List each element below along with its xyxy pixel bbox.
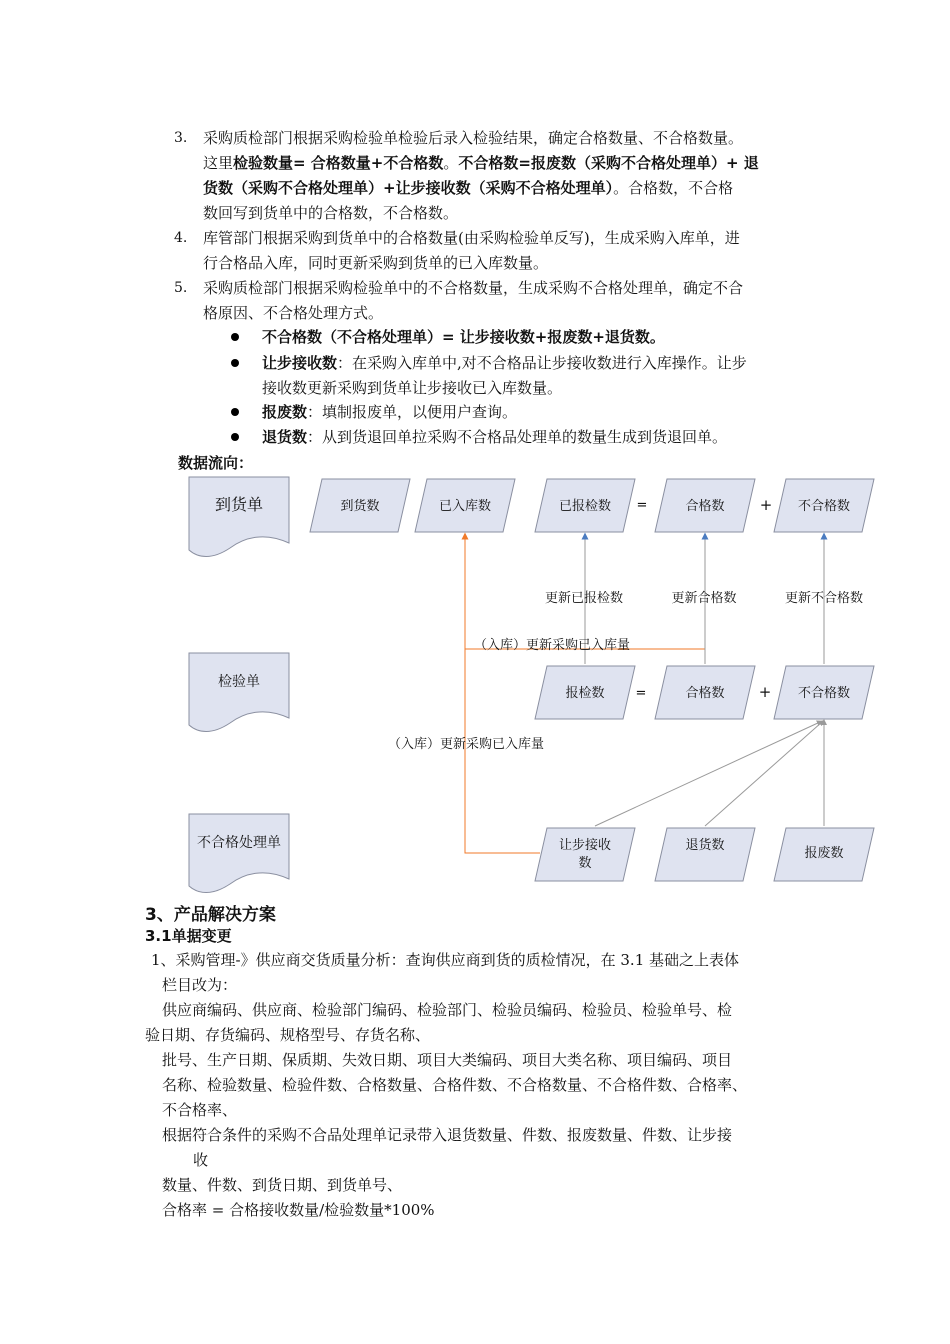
bold-text: 货数（采购不合格处理单）+让步接收数（采购不合格处理单） [203, 179, 614, 197]
item-5-line-2: 格原因、不合格处理方式。 [203, 304, 384, 322]
box-unqualified [774, 479, 874, 532]
text: 。 [443, 154, 459, 172]
item-4-line-1: 库管部门根据采购到货单中的合格数量(由采购检验单反写)，生成采购入库单，进 [203, 229, 740, 247]
box-reported-label: 已报检数 [558, 499, 612, 514]
paragraph-line: 栏目改为： [162, 976, 238, 994]
box-concession-label-1: 让步接收 [558, 838, 612, 853]
paragraph-line: 数量、件数、到货日期、到货单号、 [162, 1176, 403, 1194]
box-qualified-label: 合格数 [685, 499, 725, 514]
doc-inspection-label: 检验单 [218, 674, 260, 690]
text: 这里 [203, 154, 234, 172]
box-returned-label: 退货数 [685, 838, 725, 853]
paragraph-line: 验日期、存货编码、规格型号、存货名称、 [145, 1026, 431, 1044]
bullet-1: 不合格数（不合格处理单）= 让步接收数+报废数+退货数。 [262, 328, 665, 346]
label-update-stored-2: （入库）更新采购已入库量 [387, 737, 545, 752]
section-title: 3、产品解决方案 [145, 905, 276, 925]
box-unqualified-2 [774, 666, 874, 719]
box-qualified-2 [655, 666, 755, 719]
plus-sign: + [759, 496, 773, 514]
box-reported-2-label: 报检数 [565, 686, 605, 701]
box-reported-2 [535, 666, 635, 719]
box-scrapped-label: 报废数 [804, 846, 844, 861]
box-stored-label: 已入库数 [438, 499, 492, 514]
item-number: 4. [174, 230, 188, 246]
box-reported [535, 479, 635, 532]
equals-sign: = [636, 498, 648, 513]
text: ：在采购入库单中,对不合格品让步接收数进行入库操作。让步 [337, 354, 747, 372]
paragraph-line: 1、采购管理-》供应商交货质量分析：查询供应商到货的质检情况，在 3.1 基础之上表体 [151, 951, 740, 969]
item-3-line-4: 数回写到货单中的合格数，不合格数。 [203, 204, 459, 222]
bold-text: 退货数 [262, 428, 308, 446]
text: ：从到货退回单拉采购不合格品处理单的数量生成到货退回单。 [307, 428, 728, 446]
doc-inspection-shape [189, 653, 289, 732]
box-unqualified-label: 不合格数 [797, 499, 851, 514]
box-stored [415, 479, 515, 532]
bullet-2-line-2: 接收数更新采购到货单让步接收已入库数量。 [262, 379, 563, 397]
bold-text: 不合格数=报废数（采购不合格处理单）+ 退 [458, 154, 759, 172]
label-update-qualified: 更新合格数 [671, 591, 737, 606]
bold-text: 让步接收数 [262, 354, 338, 372]
paragraph-line: 不合格率、 [162, 1101, 238, 1119]
bold-text: 报废数 [262, 403, 308, 421]
box-concession-label-2: 数 [578, 856, 592, 871]
flow-heading: 数据流向： [178, 454, 254, 472]
text: 。合格数，不合格 [613, 179, 734, 197]
paragraph-line: 根据符合条件的采购不合品处理单记录带入退货数量、件数、报废数量、件数、让步接 [162, 1126, 733, 1144]
doc-nonconform-label: 不合格处理单 [197, 835, 281, 851]
paragraph-line: 名称、检验数量、检验件数、合格数量、合格件数、不合格数量、不合格件数、合格率、 [162, 1076, 748, 1094]
item-5-line-1: 采购质检部门根据采购检验单中的不合格数量，生成采购不合格处理单，确定不合 [203, 279, 744, 297]
paragraph-line: 批号、生产日期、保质期、失效日期、项目大类编码、项目大类名称、项目编码、项目 [162, 1051, 733, 1069]
box-concession [535, 828, 635, 881]
label-update-stored-1: （入库）更新采购已入库量 [473, 638, 631, 653]
item-3-line-1: 采购质检部门根据采购检验单检验后录入检验结果，确定合格数量、不合格数量。 [203, 129, 744, 147]
paragraph-line: 合格率 = 合格接收数量/检验数量*100% [162, 1201, 435, 1219]
doc-arrival-label: 到货单 [214, 495, 264, 514]
label-update-unqualified: 更新不合格数 [784, 591, 864, 606]
plus-sign: + [758, 683, 772, 701]
doc-nonconform-shape [189, 814, 289, 893]
doc-arrival-shape [189, 477, 289, 557]
box-returned [655, 828, 755, 881]
box-qualified [655, 479, 755, 532]
equals-sign: = [635, 686, 647, 701]
item-number: 3. [174, 130, 188, 146]
box-unqualified-2-label: 不合格数 [797, 686, 851, 701]
item-4-line-2: 行合格品入库，同时更新采购到货单的已入库数量。 [203, 254, 549, 272]
box-qualified-2-label: 合格数 [685, 686, 725, 701]
subsection-title: 3.1单据变更 [145, 927, 232, 945]
box-arrived-label: 到货数 [340, 499, 380, 514]
box-scrapped [774, 828, 874, 881]
box-arrived [310, 479, 410, 532]
label-update-reported: 更新已报检数 [544, 591, 624, 606]
text: ：填制报废单，以便用户查询。 [307, 403, 518, 421]
paragraph-line: 供应商编码、供应商、检验部门编码、检验部门、检验员编码、检验员、检验单号、检 [162, 1001, 733, 1019]
item-number: 5. [174, 280, 188, 296]
paragraph-line: 收 [193, 1151, 209, 1169]
bold-text: 检验数量= 合格数量+不合格数 [233, 154, 444, 172]
